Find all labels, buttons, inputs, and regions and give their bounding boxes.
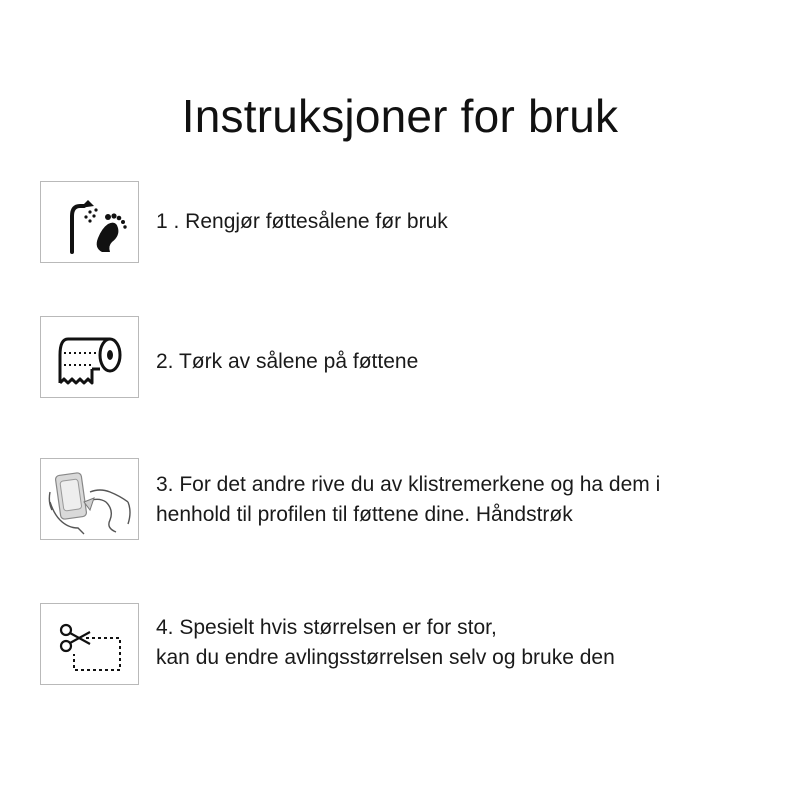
step-text-line: 4. Spesielt hvis størrelsen er for stor, (156, 616, 497, 639)
step-4 (40, 603, 780, 687)
step-1 (40, 181, 780, 265)
toilet-paper-icon (40, 316, 139, 398)
scissors-cut-icon (40, 603, 139, 685)
step-3-text (156, 470, 660, 530)
step-text-line: 3. For det andre rive du av klistremerkene og ha dem i (156, 473, 661, 496)
step-1-text (156, 207, 448, 237)
step-text-line: 1 . Rengjør føttesålene før bruk (156, 210, 448, 233)
step-text-line: kan du endre avlingsstørrelsen selv og bruke den (156, 646, 615, 669)
peel-sticker-hands-icon (40, 458, 139, 540)
step-2-text (156, 347, 418, 377)
step-text-line: 2. Tørk av sålene på føttene (156, 350, 419, 373)
step-3 (40, 458, 780, 542)
shower-foot-icon (40, 181, 139, 263)
step-text-line: henhold til profilen til føttene dine. Håndstrøk (156, 503, 573, 526)
step-2 (40, 316, 780, 400)
page-title: Instruksjoner for bruk (181, 89, 619, 142)
step-4-text (156, 613, 615, 673)
